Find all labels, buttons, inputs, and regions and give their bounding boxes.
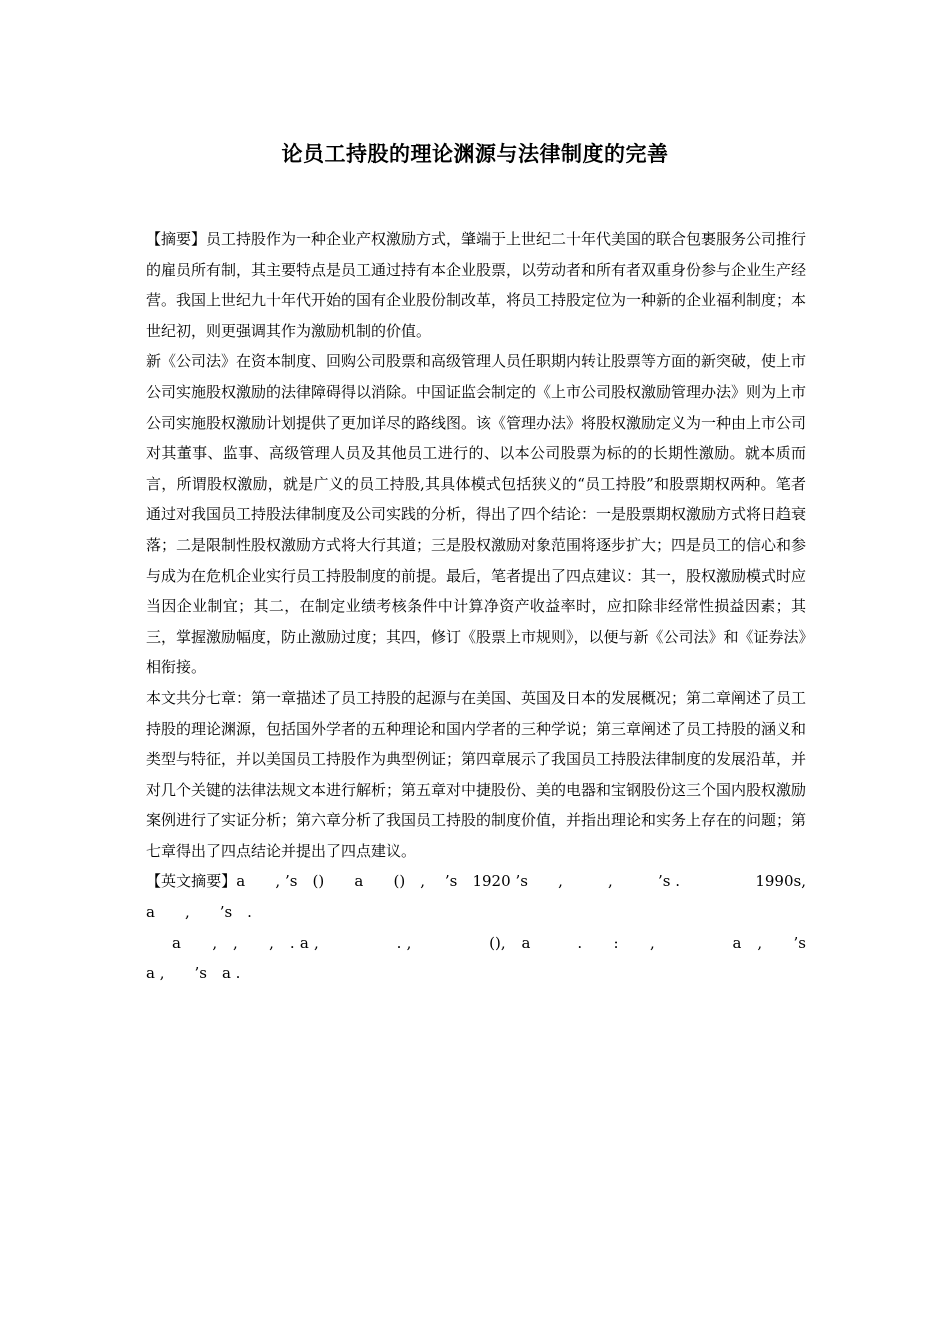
english-abstract-paragraph: [146, 866, 836, 927]
english-abstract-line-1: a , ’s () a () , ’s 1920 ’s , , ’s . 1990s, a , ’s .: [146, 872, 836, 922]
english-abstract-continuation: a , , , . a , . , (), a . : , a , ’s a , ’s a .: [146, 933, 822, 983]
body-paragraph: 新《公司法》在资本制度、回购公司股票和高级管理人员任职期内转让股票等方面的新突破，使上市公司实施股权激励的法律障碍得以消除。中国证监会制定的《上市公司股权激励管理办法》则为上市公司实施股权激励计划提供了更加详尽的路线图。该《管理办法》将股权激励定义为一种由上市公司对其董事、监事、高级管理人员及其他员工进行的、以本公司股票为标的的长期性激励。就本质而言，所谓股权激励，就是广义的员工持股,其具体模式包括狭义的“员工持股”和股票期权两种。笔者通过对我国员工持股法律制度及公司实践的分析，得出了四个结论：一是股票期权激励方式将日趋衰落；二是限制性股权激励方式将大行其道；三是股权激励对象范围将逐步扩大；四是员工的信心和参与成为在危机企业实行员工持股制度的前提。最后，笔者提出了四点建议：其一，股权激励模式时应当因企业制宜；其二，在制定业绩考核条件中计算净资产收益率时，应扣除非经常性损益因素；其三，掌握激励幅度，防止激励过度；其四，修订《股票上市规则》，以便与新《公司法》和《证券法》相衔接。: [146, 352, 807, 677]
chapter-summary-paragraph: 本文共分七章：第一章描述了员工持股的起源与在美国、英国及日本的发展概况；第二章阐述了员工持股的理论渊源，包括国外学者的五种理论和国内学者的三种学说；第三章阐述了员工持股的涵义和类型与特征，并以美国员工持股作为典型例证；第四章展示了我国员工持股法律制度的发展沿革，并对几个关键的法律法规文本进行解析；第五章对中捷股份、美的电器和宝钢股份这三个国内股权激励案例进行了实证分析；第六章分析了我国员工持股的制度价值，并指出理论和实务上存在的问题；第七章得出了四点结论并提出了四点建议。: [146, 688, 807, 860]
abstract-paragraph: 【摘要】员工持股作为一种企业产权激励方式，肇端于上世纪二十年代美国的联合包裹服务公司推行的雇员所有制，其主要特点是员工通过持有本企业股票，以劳动者和所有者双重身份参与企业生产经营。我国上世纪九十年代开始的国有企业股份制改革，将员工持股定位为一种新的企业福利制度；本世纪初，则更强调其作为激励机制的价值。: [146, 230, 807, 340]
document-title: 论员工持股的理论渊源与法律制度的完善: [281, 142, 669, 166]
english-abstract-label: 【英文摘要】: [146, 872, 237, 891]
document-body: [146, 224, 836, 989]
